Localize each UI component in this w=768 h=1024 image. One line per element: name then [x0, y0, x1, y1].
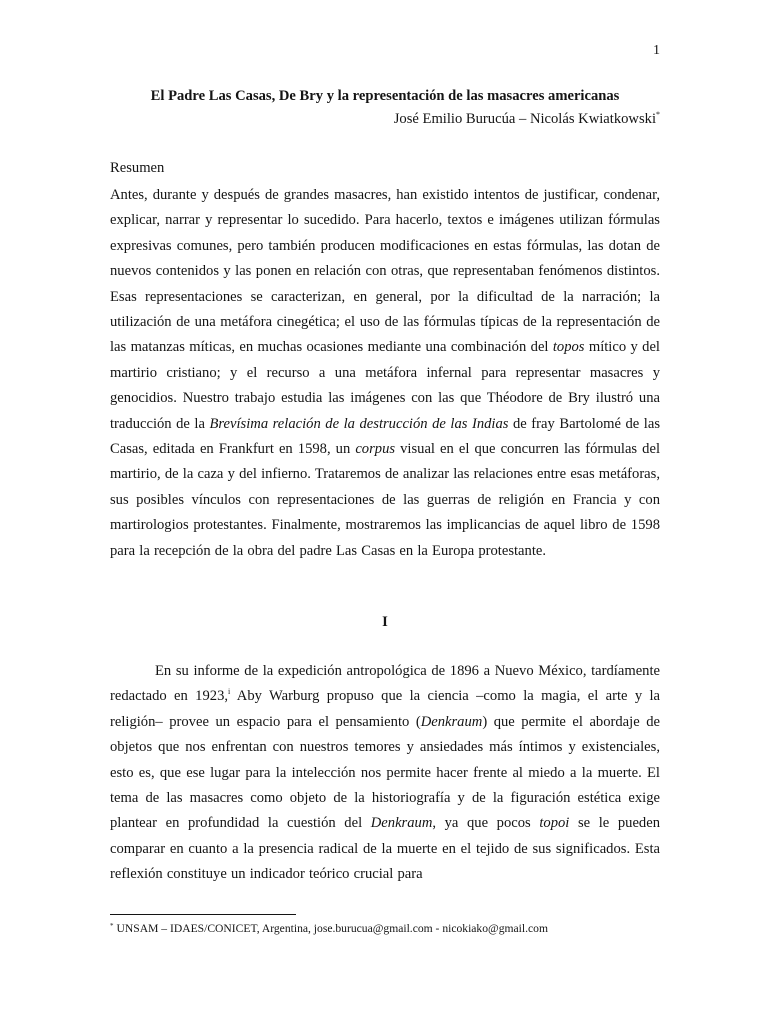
body-text: ) que permite el abordaje de objetos que nos enfrentan con nuestros temores y ansiedades más íntimos y existenciales, esto es, que ese lugar para la intelección nos permite hacer frente al miedo a la muerte. El tema de las masacres como objeto de la historiografía y de la figuración estética exige plantear en profundidad la cuestión del — [110, 713, 660, 832]
body-italic-term: Denkraum — [420, 713, 483, 730]
section-heading: I — [382, 614, 388, 630]
page-number: 1 — [653, 43, 660, 58]
body-italic-term: topoi — [539, 815, 570, 832]
author-line — [200, 111, 660, 128]
abstract-text: de fray Bartolomé de las Casas, editada en Frankfurt en 1598, un — [110, 415, 660, 458]
abstract-italic-term: topos — [552, 339, 585, 356]
body-italic-term: Denkraum — [370, 815, 433, 832]
author-footnote-marker: * — [656, 110, 660, 119]
footnote — [110, 922, 660, 935]
abstract-paragraph — [110, 183, 660, 564]
body-paragraph — [110, 659, 660, 888]
body-text: Aby Warburg propuso que la ciencia –como la magia, el arte y la religión– provee un espacio para el pensamiento ( — [110, 688, 661, 730]
abstract-italic-term: corpus — [355, 441, 396, 458]
abstract-italic-title: Brevísima relación de la destrucción de las Indias — [209, 415, 509, 432]
endnote-reference[interactable]: i — [228, 687, 231, 697]
footnote-separator — [110, 914, 296, 915]
body-text: se le pueden comparar en cuanto a la presencia radical de la muerte en el tejido de sus significados. Esta reflexión constituye un indicador teórico crucial para — [110, 815, 660, 883]
abstract-text: visual en el que concurren las fórmulas del martirio, de la caza y del infierno. Trataremos de analizar las relaciones entre esas metáforas, sus posibles vínculos con representaciones de las guerras de religión en Francia y con martirologios protestantes. Finalmente, mostraremos las implicancias de aquel libro de 1598 para la recepción de la obra del padre Las Casas en la Europa protestante. — [110, 441, 661, 559]
footnote-text: UNSAM – IDAES/CONICET, Argentina, jose.burucua@gmail.com - nicokiako@gmail.com — [116, 922, 548, 935]
abstract-text: mítico y del martirio cristiano; y el recurso a una metáfora infernal para representar masacres y genocidios. Nuestro trabajo estudia las imágenes con las que Théodore de Bry ilustró una traducción de la — [110, 339, 660, 432]
author-names: José Emilio Burucúa – Nicolás Kwiatkowski — [393, 111, 656, 127]
footnote-marker: * — [110, 922, 114, 930]
body-text: , ya que pocos — [432, 815, 540, 832]
abstract-heading: Resumen — [110, 160, 165, 176]
article-title: El Padre Las Casas, De Bry y la representación de las masacres americanas — [150, 88, 620, 104]
abstract-text: Antes, durante y después de grandes masacres, han existido intentos de justificar, condenar, explicar, narrar y representar lo sucedido. Para hacerlo, textos e imágenes utilizan fórmulas expresivas comunes, pero también producen modificaciones en estas fórmulas, las dotan de nuevos contenidos y las ponen en relación con otras, que representaban fenómenos distintos. Esas representaciones se caracterizan, en general, por la dificultad de la narración; la utilización de una metáfora cinegética; el uso de las fórmulas típicas de la representación de las matanzas míticas, en muchas ocasiones mediante una combinación del — [110, 187, 660, 356]
body-text: En su informe de la expedición antropológica de 1896 a Nuevo México, tardíamente redactado en 1923, — [110, 663, 660, 705]
